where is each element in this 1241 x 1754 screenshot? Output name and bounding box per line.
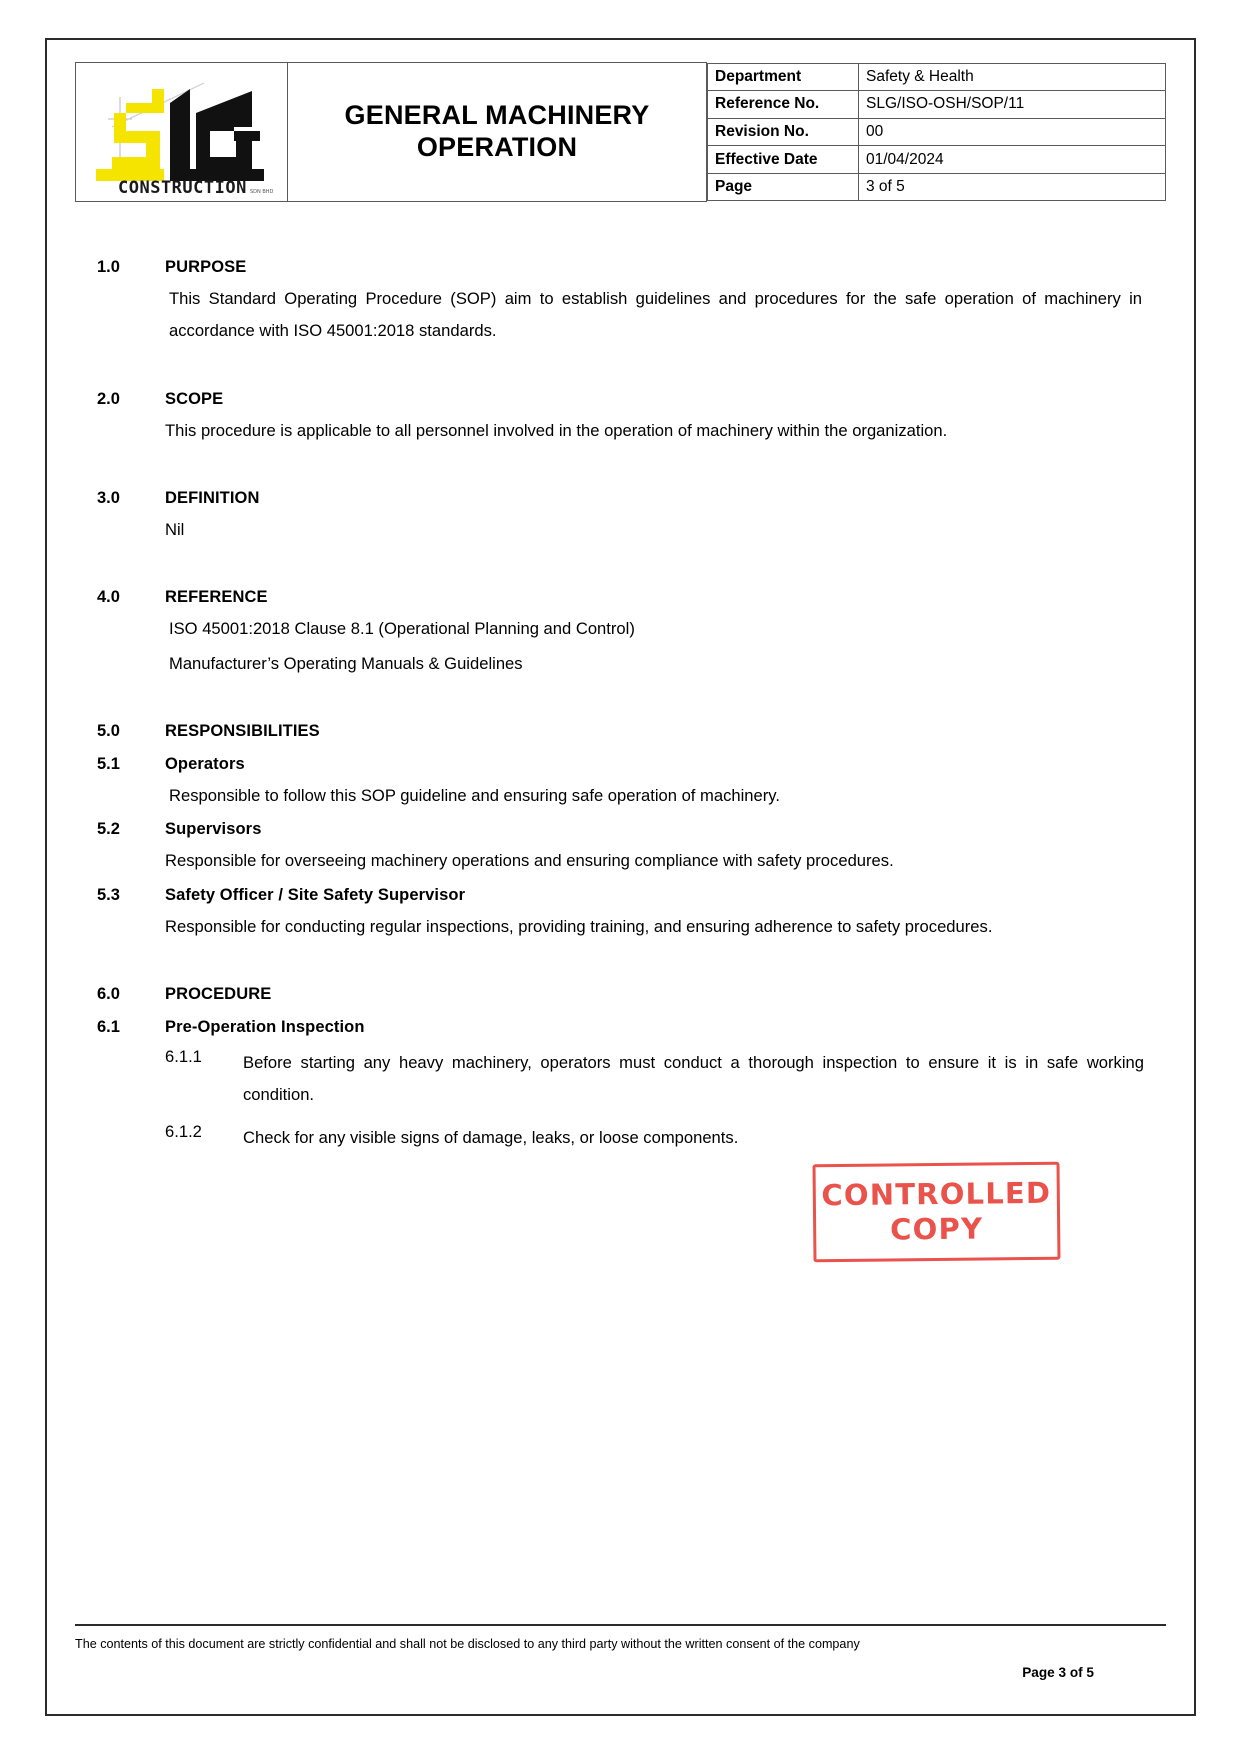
- document-meta-table: [707, 63, 1166, 202]
- section-number-5-2: 5.2: [97, 820, 120, 839]
- footer-confidentiality-note: The contents of this document are strictly confidential and shall not be disclosed to any third party without the written consent of the company: [75, 1637, 860, 1652]
- section-responsibilities-heading: [97, 722, 1144, 741]
- section-heading-6-1: Pre-Operation Inspection: [165, 1018, 365, 1037]
- meta-label-page: Page: [708, 173, 859, 201]
- section-number-3: 3.0: [97, 489, 120, 507]
- section-number-2: 2.0: [97, 389, 120, 408]
- section-number-5: 5.0: [97, 722, 120, 741]
- section-safety-officer-heading: [97, 886, 1144, 905]
- document-title-cell: [288, 63, 707, 202]
- meta-label-effective-date: Effective Date: [708, 146, 859, 174]
- section-heading-6: PROCEDURE: [165, 985, 272, 1004]
- section-body-3: Nil: [165, 520, 185, 539]
- section-heading-4: REFERENCE: [165, 588, 268, 607]
- section-body-5-1: Responsible to follow this SOP guideline and ensuring safe operation of machinery.: [169, 786, 780, 806]
- section-heading-2: SCOPE: [165, 389, 224, 408]
- document-title-line-2: OPERATION: [416, 131, 578, 162]
- logo-icon: [84, 69, 280, 195]
- section-scope-heading: [97, 390, 1144, 409]
- section-purpose-heading: [97, 258, 1144, 277]
- meta-label-reference-no: Reference No.: [708, 91, 859, 119]
- section-number-4: 4.0: [97, 588, 120, 607]
- procedure-item-text-6-1-2: Check for any visible signs of damage, leaks, or loose components.: [243, 1127, 739, 1147]
- controlled-copy-stamp: [812, 1162, 1060, 1263]
- meta-row-reference-no: [708, 91, 1166, 119]
- meta-value-effective-date: 01/04/2024: [859, 146, 1166, 174]
- procedure-item-number-6-1-1: 6.1.1: [165, 1047, 202, 1067]
- section-heading-5-2: Supervisors: [165, 820, 262, 839]
- section-number-5-1: 5.1: [97, 755, 120, 774]
- meta-row-effective-date: [708, 146, 1166, 174]
- procedure-item-text-6-1-1: Before starting any heavy machinery, operators must conduct a thorough inspection to ensure it is in safe working condition.: [243, 1053, 1144, 1105]
- section-number-1: 1.0: [97, 257, 120, 276]
- section-heading-5: RESPONSIBILITIES: [165, 722, 320, 741]
- controlled-copy-stamp-line-2: COPY: [890, 1211, 984, 1247]
- meta-row-department: [708, 63, 1166, 91]
- section-supervisors-heading: [97, 820, 1144, 839]
- meta-value-reference-no: SLG/ISO-OSH/SOP/11: [859, 91, 1166, 119]
- section-heading-5-1: Operators: [165, 755, 245, 774]
- section-reference-heading: [97, 588, 1144, 607]
- meta-label-department: Department: [708, 63, 859, 91]
- section-body-2: This procedure is applicable to all personnel involved in the operation of machinery within the organization.: [165, 420, 948, 440]
- footer-page-label: Page 3 of 5: [1022, 1665, 1094, 1680]
- section-body-5-2: Responsible for overseeing machinery operations and ensuring compliance with safety procedures.: [165, 851, 894, 871]
- svg-text:CONSTRUCTION: CONSTRUCTION: [117, 177, 247, 195]
- meta-value-page: 3 of 5: [859, 173, 1166, 201]
- meta-value-revision-no: 00: [859, 118, 1166, 146]
- document-page: [45, 38, 1196, 1716]
- section-definition-heading: [97, 489, 1144, 508]
- section-procedure-heading: [97, 985, 1144, 1004]
- section-operators-heading: [97, 755, 1144, 774]
- section-number-5-3: 5.3: [97, 885, 120, 904]
- section-body-4-line-1: ISO 45001:2018 Clause 8.1 (Operational Planning and Control): [169, 619, 635, 639]
- page-inner: [47, 40, 1194, 1714]
- procedure-item-number-6-1-2: 6.1.2: [165, 1121, 202, 1141]
- section-number-6: 6.0: [97, 985, 120, 1004]
- section-heading-1: PURPOSE: [165, 257, 247, 276]
- section-heading-5-3: Safety Officer / Site Safety Supervisor: [165, 885, 466, 904]
- document-meta-cell: [707, 63, 1167, 202]
- svg-text:SDN BHD: SDN BHD: [249, 188, 273, 195]
- section-body-5-3: Responsible for conducting regular inspections, providing training, and ensuring adherence to safety procedures.: [165, 916, 993, 936]
- document-footer: [75, 1624, 1166, 1680]
- document-header-table: [75, 62, 1166, 202]
- meta-row-revision-no: [708, 118, 1166, 146]
- meta-row-page: [708, 173, 1166, 201]
- section-heading-3: DEFINITION: [165, 489, 260, 507]
- controlled-copy-stamp-line-1: CONTROLLED: [821, 1175, 1052, 1213]
- document-body: [75, 257, 1166, 1247]
- section-pre-operation-inspection-heading: [97, 1018, 1144, 1037]
- slg-construction-logo: [84, 69, 280, 195]
- company-logo-cell: [76, 63, 288, 202]
- document-title-line-1: GENERAL MACHINERY: [344, 100, 650, 131]
- procedure-item-6-1-2: [165, 1122, 1144, 1154]
- procedure-item-6-1-1: [165, 1047, 1144, 1112]
- meta-label-revision-no: Revision No.: [708, 118, 859, 146]
- footer-divider: [75, 1624, 1166, 1626]
- section-body-1: This Standard Operating Procedure (SOP) aim to establish guidelines and procedures for the safe operation of machinery in accordance with ISO 45001:2018 standards.: [169, 288, 1142, 341]
- section-body-4-line-2: Manufacturer’s Operating Manuals & Guidelines: [169, 653, 523, 673]
- meta-value-department: Safety & Health: [859, 63, 1166, 91]
- section-number-6-1: 6.1: [97, 1018, 120, 1037]
